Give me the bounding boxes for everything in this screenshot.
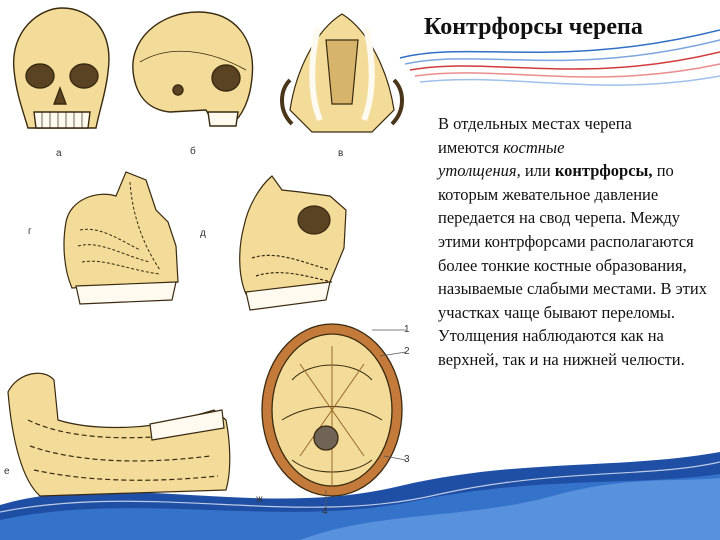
figure-label-b: б: [190, 146, 196, 157]
figure-label-a: а: [56, 148, 62, 159]
figure-label-3: 3: [404, 454, 410, 465]
body-paragraph: [438, 112, 710, 372]
figure-label-4: 4: [322, 506, 328, 517]
maxilla-buttress-lateral: [64, 172, 178, 304]
body-text-italic-2: утолщения,: [438, 161, 521, 181]
mandible-buttress: [8, 373, 230, 496]
figure-label-e: е: [4, 466, 10, 477]
figure-label-2: 2: [404, 346, 410, 357]
body-text-bold: контрфорсы,: [554, 161, 653, 181]
skull-lateral-view: [133, 12, 253, 126]
figure-label-1: 1: [404, 324, 410, 335]
body-text-italic: костные: [503, 137, 565, 157]
slide-title: Контрфорсы черепа: [424, 14, 643, 40]
body-text-plain: имеются: [438, 137, 504, 157]
slide-body-text: [438, 112, 710, 372]
figure-label-v: в: [338, 148, 344, 159]
figure-label-zh: ж: [256, 494, 263, 505]
figure-label-d: д: [200, 228, 206, 239]
skull-fragment-lateral: [240, 176, 346, 310]
figure-label-g: г: [28, 226, 32, 237]
skull-base-superior: [262, 324, 406, 506]
skull-frontal-view: [14, 8, 109, 128]
body-text-plain-2: или: [520, 161, 555, 181]
body-line-1: В отдельных местах черепа: [438, 114, 632, 133]
skull-basal-view: [282, 14, 402, 132]
body-text-rest: по которым жевательное давление передается на свод черепа. Между этими контрфорсами располагаются более тонкие костные образования, называемые слабыми местами. В этих участках чаще бывают переломы. Утолщения наблюдаются как на верхней, так и на нижней челюсти.: [438, 161, 707, 369]
